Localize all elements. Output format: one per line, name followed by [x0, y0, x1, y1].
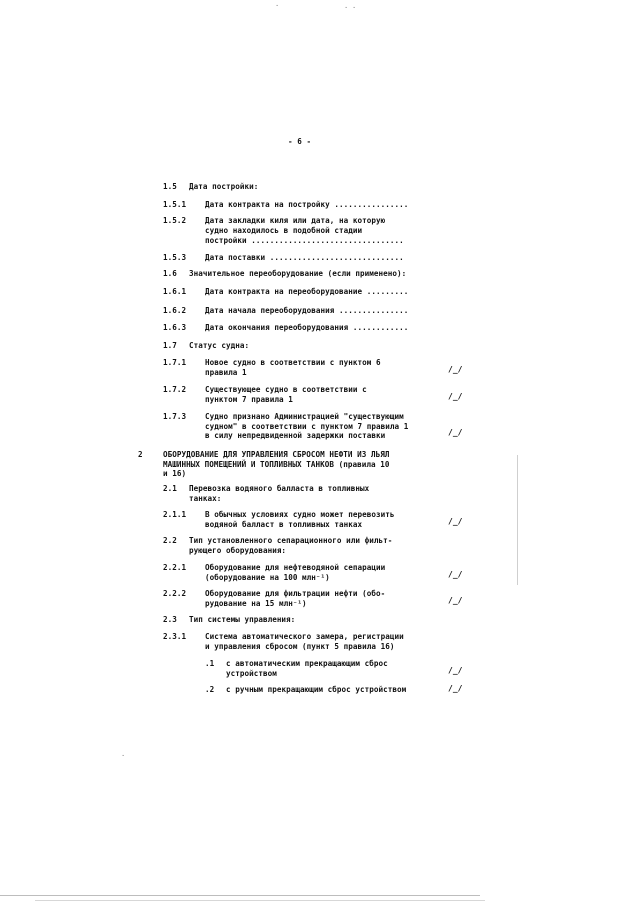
item-text: Дата контракта на переоборудование ......... [205, 287, 409, 296]
item-number: 1.6.3 [163, 323, 187, 332]
item-number: .1 [205, 659, 215, 668]
scan-bottom-line [35, 900, 485, 901]
item-number: 2.1 [163, 484, 177, 493]
checkbox[interactable]: /_/ [448, 392, 463, 401]
item-line: (оборудование на 100 млн⁻¹) [205, 573, 330, 582]
item-text: с ручным прекращающим сброс устройством [226, 685, 407, 694]
item-number: 2.2 [163, 536, 177, 545]
item-line: В обычных условиях судно может перевозить [205, 510, 395, 519]
item-number: 2.2.2 [163, 589, 187, 598]
item-line: Система автоматического замера, регистрации [205, 632, 404, 641]
item-line: рудование на 15 млн⁻¹) [205, 599, 307, 608]
item-text: Дата начала переоборудования ............... [205, 306, 409, 315]
item-number: 1.5 [163, 182, 177, 191]
item-line: Тип установленного сепарационного или фильт- [189, 536, 393, 545]
item-line: в силу непредвиденной задержки поставки [205, 431, 386, 440]
item-line: и 16) [163, 469, 187, 478]
item-number: 1.6.1 [163, 287, 187, 296]
scan-speck: · [352, 4, 357, 12]
item-line: Оборудование для фильтрации нефти (обо- [205, 589, 386, 598]
item-number: 2 [138, 450, 143, 459]
item-line: водяной балласт в топливных танках [205, 520, 363, 529]
item-number: 1.5.1 [163, 200, 187, 209]
item-line: Судно признано Администрацией "существующим [205, 412, 404, 421]
item-number: 1.7.1 [163, 358, 187, 367]
checkbox[interactable]: /_/ [448, 428, 463, 437]
scan-speck: · [344, 4, 349, 12]
item-text: Статус судна: [189, 341, 250, 350]
checkbox[interactable]: /_/ [448, 365, 463, 374]
item-line: Дата закладки киля или дата, на которую [205, 216, 386, 225]
item-line: рующего оборудования: [189, 546, 287, 555]
item-line: МАШИННЫХ ПОМЕЩЕНИЙ И ТОПЛИВНЫХ ТАНКОВ (правила 10 [163, 460, 390, 469]
item-line: судно находилось в подобной стадии [205, 226, 363, 235]
item-line: судном" в соответствии с пунктом 7 правила 1 [205, 422, 409, 431]
item-number: 2.3 [163, 615, 177, 624]
item-line: постройки ................................. [205, 236, 404, 245]
item-line: Оборудование для нефтеводяной сепарации [205, 563, 386, 572]
item-number: 2.3.1 [163, 632, 187, 641]
item-text: Дата контракта на постройку ................ [205, 200, 409, 209]
item-number: 2.1.1 [163, 510, 187, 519]
item-line: и управления сбросом (пункт 5 правила 16) [205, 642, 395, 651]
item-text: Значительное переоборудование (если применено): [189, 269, 407, 278]
item-number: 1.6.2 [163, 306, 187, 315]
checkbox[interactable]: /_/ [448, 570, 463, 579]
item-text: Дата окончания переоборудования ............ [205, 323, 409, 332]
item-number: 1.5.3 [163, 253, 187, 262]
checkbox[interactable]: /_/ [448, 666, 463, 675]
item-number: 1.7 [163, 341, 177, 350]
checkbox[interactable]: /_/ [448, 596, 463, 605]
item-text: Дата поставки ............................. [205, 253, 404, 262]
item-number: 2.2.1 [163, 563, 187, 572]
item-line: правила 1 [205, 368, 247, 377]
item-number: 1.7.2 [163, 385, 187, 394]
scan-edge-line [517, 455, 518, 585]
item-text: Тип системы управления: [189, 615, 296, 624]
item-line: Существующее судно в соответствии с [205, 385, 367, 394]
item-number: 1.6 [163, 269, 177, 278]
item-line: с автоматическим прекращающим сброс [226, 659, 388, 668]
item-line: Перевозка водяного балласта в топливных [189, 484, 370, 493]
checkbox[interactable]: /_/ [448, 517, 463, 526]
item-number: 1.7.3 [163, 412, 187, 421]
scan-speck: · [121, 752, 126, 760]
item-line: ОБОРУДОВАНИЕ ДЛЯ УПРАВЛЕНИЯ СБРОСОМ НЕФТИ ИЗ ЛЬЯЛ [163, 450, 390, 459]
item-line: пунктом 7 правила 1 [205, 395, 293, 404]
item-line: танках: [189, 494, 222, 503]
item-number: .2 [205, 685, 215, 694]
scan-speck: · [275, 2, 280, 10]
item-line: Новое судно в соответствии с пунктом 6 [205, 358, 381, 367]
item-text: Дата постройки: [189, 182, 259, 191]
scan-bottom-line [0, 895, 480, 896]
item-number: 1.5.2 [163, 216, 187, 225]
item-line: устройством [226, 669, 277, 678]
page-number: - 6 - [288, 137, 312, 146]
checkbox[interactable]: /_/ [448, 684, 463, 693]
